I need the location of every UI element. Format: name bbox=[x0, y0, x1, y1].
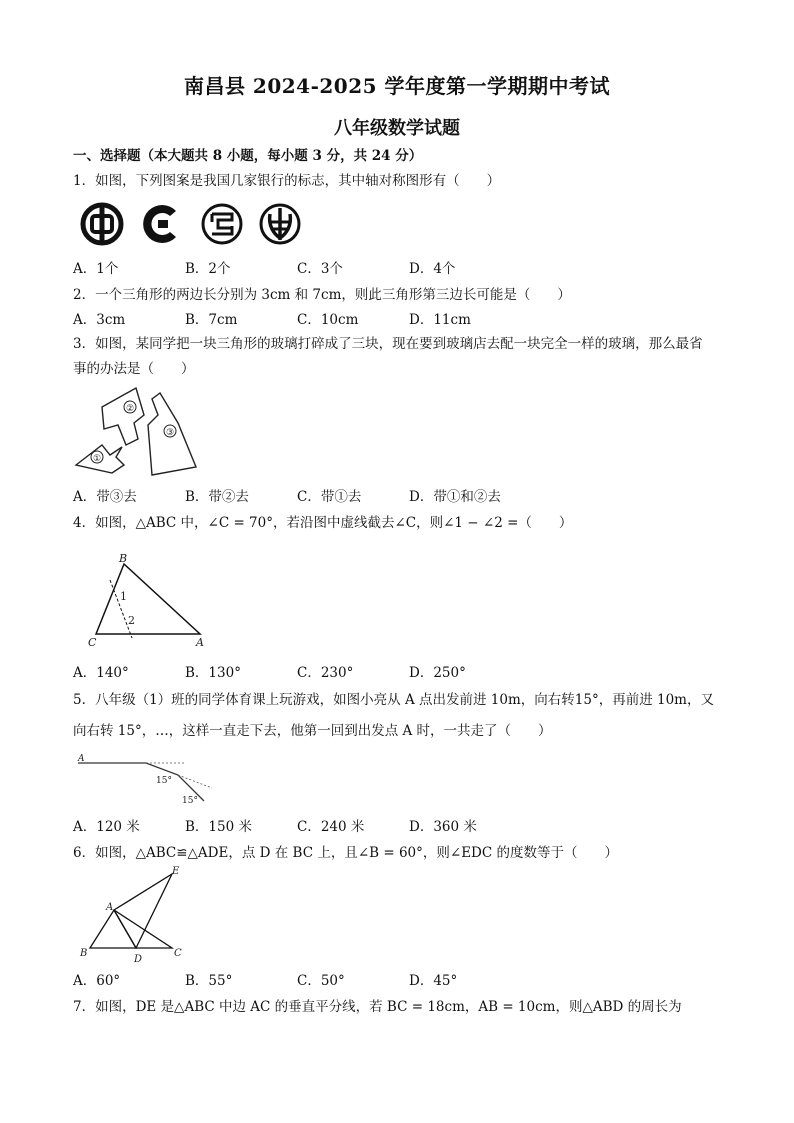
label-a: A bbox=[196, 636, 204, 649]
section-heading: 一、选择题（本大题共 8 小题，每小题 3 分，共 24 分） bbox=[73, 148, 423, 164]
label-d: D bbox=[134, 954, 143, 965]
option-c: C．3个 bbox=[297, 261, 343, 277]
triangle-abc-figure bbox=[84, 552, 214, 652]
label-piece-2: ② bbox=[126, 404, 135, 414]
label-c: C bbox=[174, 948, 182, 959]
construction-bank-logo-icon bbox=[143, 205, 176, 243]
label-b: B bbox=[80, 948, 88, 959]
exam-title: 南昌县 2024-2025 学年度第一学期期中考试 bbox=[183, 74, 611, 98]
bank-logos-figure bbox=[80, 200, 310, 248]
question-3-stem: 3．如图，某同学把一块三角形的玻璃打碎成了三块，现在要到玻璃店去配一块完全一样的玻璃，那么最省 bbox=[73, 336, 703, 352]
option-c: C．10cm bbox=[297, 312, 359, 328]
option-c: C．240 米 bbox=[297, 819, 365, 835]
label-e: E bbox=[172, 866, 180, 877]
label-a: A bbox=[106, 902, 114, 913]
walking-path-figure bbox=[76, 755, 216, 810]
option-b: B．7cm bbox=[185, 312, 238, 328]
exam-subtitle: 八年级数学试题 bbox=[334, 118, 460, 139]
option-c: C．230° bbox=[297, 665, 354, 681]
cut-line bbox=[110, 580, 132, 638]
option-a: A．带③去 bbox=[73, 489, 137, 505]
question-5-stem: 5．八年级（1）班的同学体育课上玩游戏，如图小亮从 A 点出发前进 10m，向右转15°，再前进 10m，又 bbox=[73, 692, 714, 708]
option-c: C．50° bbox=[297, 973, 345, 989]
broken-glass-figure bbox=[74, 385, 204, 480]
option-a: A．1个 bbox=[73, 261, 119, 277]
label-angle-2: 2 bbox=[128, 614, 135, 627]
option-a: A．120 米 bbox=[73, 819, 140, 835]
industrial-commercial-bank-logo-icon bbox=[203, 205, 241, 243]
option-d: D．45° bbox=[409, 973, 458, 989]
label-piece-1: ① bbox=[93, 454, 102, 464]
option-c: C．带①去 bbox=[297, 489, 362, 505]
glass-piece-2 bbox=[102, 388, 144, 445]
option-b: B．130° bbox=[185, 665, 241, 681]
question-1-stem: 1．如图，下列图案是我国几家银行的标志，其中轴对称图形有（ ） bbox=[73, 173, 501, 189]
option-b: B．55° bbox=[185, 973, 233, 989]
question-2-stem: 2．一个三角形的两边长分别为 3cm 和 7cm，则此三角形第三边长可能是（ ） bbox=[73, 287, 571, 303]
bank-of-china-logo-icon bbox=[83, 205, 121, 243]
option-d: D．250° bbox=[409, 665, 466, 681]
option-b: B．150 米 bbox=[185, 819, 252, 835]
label-piece-3: ③ bbox=[166, 428, 175, 438]
option-a: A．140° bbox=[73, 665, 129, 681]
question-7-stem: 7．如图，DE 是△ABC 中边 AC 的垂直平分线，若 BC = 18cm，AB = 10cm，则△ABD 的周长为 bbox=[73, 999, 682, 1015]
option-d: D．11cm bbox=[409, 312, 471, 328]
question-6-stem: 6．如图，△ABC≌△ADE，点 D 在 BC 上，且∠B = 60°，则∠EDC 的度数等于（ ） bbox=[73, 845, 618, 861]
option-b: B．带②去 bbox=[185, 489, 249, 505]
option-d: D．360 米 bbox=[409, 819, 477, 835]
question-3-stem-cont: 事的办法是（ ） bbox=[73, 361, 195, 377]
option-b: B．2个 bbox=[185, 261, 231, 277]
option-d: D．带①和②去 bbox=[409, 489, 501, 505]
agricultural-bank-logo-icon bbox=[261, 205, 299, 243]
option-d: D．4个 bbox=[409, 261, 456, 277]
label-a: A bbox=[78, 754, 85, 764]
option-a: A．60° bbox=[73, 973, 121, 989]
label-c: C bbox=[88, 636, 97, 649]
question-5-stem-cont: 向右转 15°，…，这样一直走下去，他第一回到出发点 A 时，一共走了（ ） bbox=[73, 723, 552, 739]
label-turn-1: 15° bbox=[156, 776, 172, 786]
label-angle-1: 1 bbox=[120, 590, 127, 603]
label-b: B bbox=[119, 552, 128, 565]
congruent-triangles-figure bbox=[76, 864, 196, 964]
question-4-stem: 4．如图，△ABC 中，∠C = 70°，若沿图中虚线截去∠C，则∠1 − ∠2 =（ ） bbox=[73, 515, 573, 531]
option-a: A．3cm bbox=[73, 312, 126, 328]
label-turn-2: 15° bbox=[182, 796, 198, 806]
